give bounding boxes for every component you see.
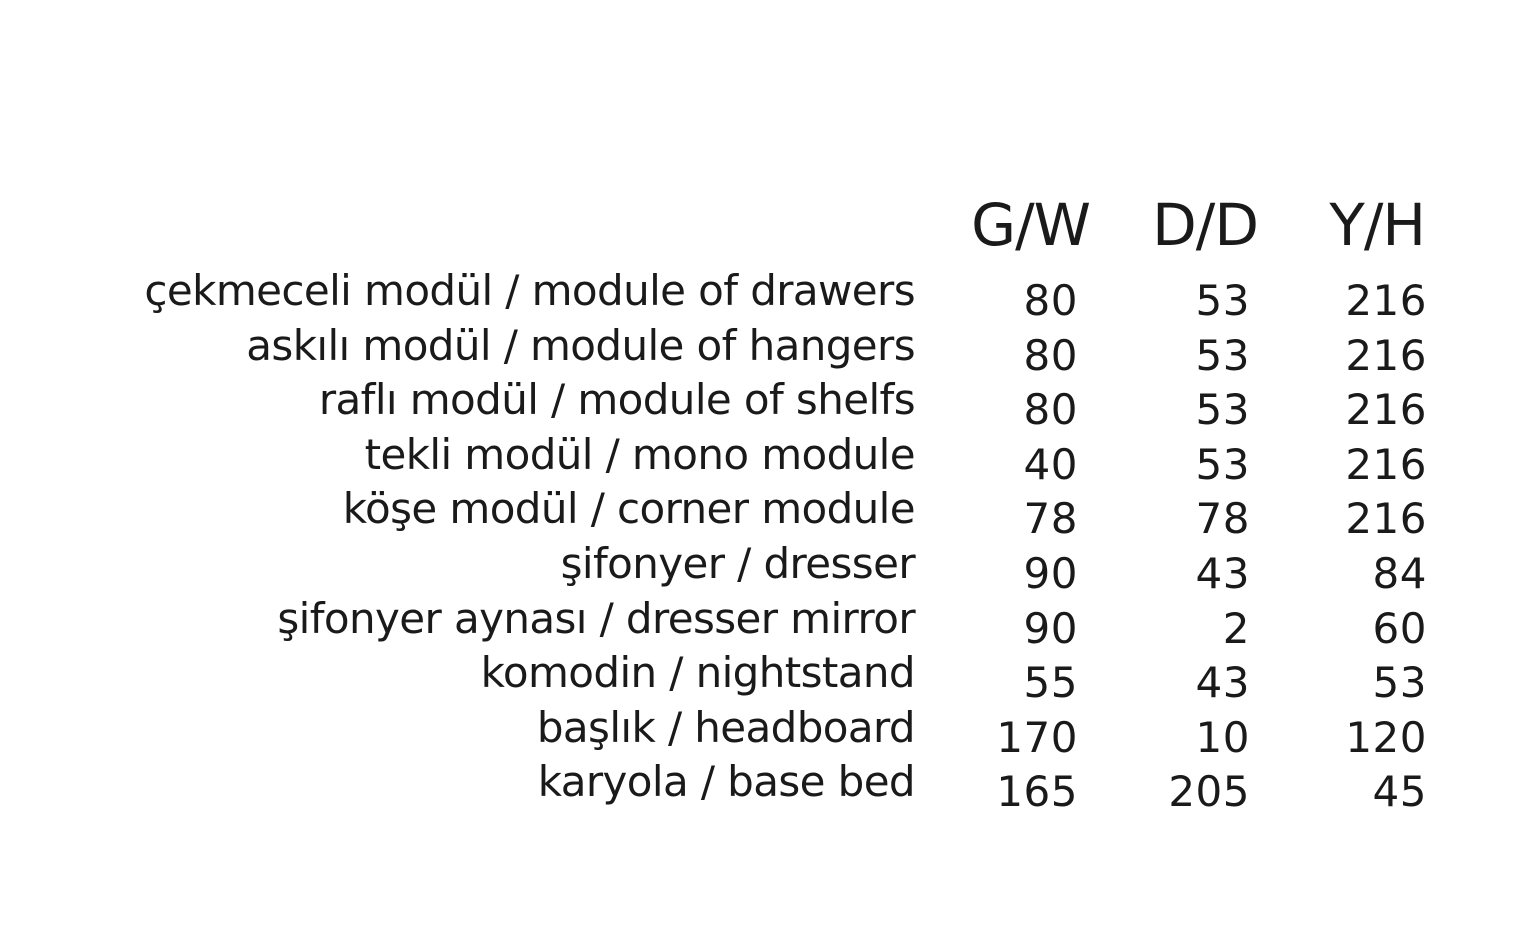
height-value: 216: [1345, 330, 1427, 380]
depth-value: 43: [1195, 548, 1250, 598]
height-value: 216: [1345, 276, 1427, 325]
width-value: 80: [1023, 330, 1078, 380]
depth-value: 2: [1222, 603, 1250, 653]
table-header: [0, 190, 1533, 268]
table-row: [0, 757, 1533, 817]
row-label: karyola / base bed: [537, 757, 915, 807]
table-row: [0, 320, 1533, 380]
table-row: [0, 484, 1533, 544]
header-depth: D/D: [1152, 191, 1258, 259]
height-value: 216: [1345, 385, 1427, 435]
height-value: 216: [1345, 494, 1427, 544]
row-label: şifonyer aynası / dresser mirror: [277, 593, 915, 643]
header-height: Y/H: [1329, 191, 1425, 259]
row-label: şifonyer / dresser: [560, 538, 915, 588]
width-value: 90: [1023, 548, 1078, 598]
width-value: 90: [1023, 603, 1078, 653]
depth-value: 53: [1195, 385, 1250, 435]
height-value: 216: [1345, 439, 1427, 489]
depth-value: 53: [1195, 330, 1250, 380]
header-width: G/W: [971, 191, 1090, 259]
table-row: [0, 648, 1533, 708]
depth-value: 53: [1195, 439, 1250, 489]
row-label: askılı modül / module of hangers: [246, 320, 915, 370]
table-body: [0, 266, 1533, 817]
height-value: 45: [1372, 767, 1427, 817]
height-value: 53: [1372, 658, 1427, 708]
width-value: 165: [996, 767, 1078, 817]
depth-value: 205: [1168, 767, 1250, 817]
table-row: [0, 593, 1533, 653]
table-row: [0, 266, 1533, 325]
width-value: 55: [1023, 658, 1078, 708]
row-label: başlık / headboard: [536, 702, 915, 752]
height-value: 60: [1372, 603, 1427, 653]
height-value: 120: [1345, 712, 1427, 762]
table-row: [0, 375, 1533, 435]
row-label: komodin / nightstand: [480, 648, 915, 698]
row-label: raflı modül / module of shelfs: [318, 375, 915, 425]
depth-value: 43: [1195, 658, 1250, 708]
height-value: 84: [1372, 548, 1427, 598]
row-label: çekmeceli modül / module of drawers: [144, 266, 915, 315]
table-row: [0, 702, 1533, 762]
table-row: [0, 429, 1533, 489]
width-value: 40: [1023, 439, 1078, 489]
depth-value: 10: [1195, 712, 1250, 762]
dimensions-table: [0, 190, 1533, 817]
table-row: [0, 538, 1533, 598]
width-value: 78: [1023, 494, 1078, 544]
width-value: 170: [996, 712, 1078, 762]
depth-value: 78: [1195, 494, 1250, 544]
row-label: tekli modül / mono module: [364, 429, 915, 479]
width-value: 80: [1023, 276, 1078, 325]
depth-value: 53: [1195, 276, 1250, 325]
width-value: 80: [1023, 385, 1078, 435]
row-label: köşe modül / corner module: [342, 484, 915, 534]
